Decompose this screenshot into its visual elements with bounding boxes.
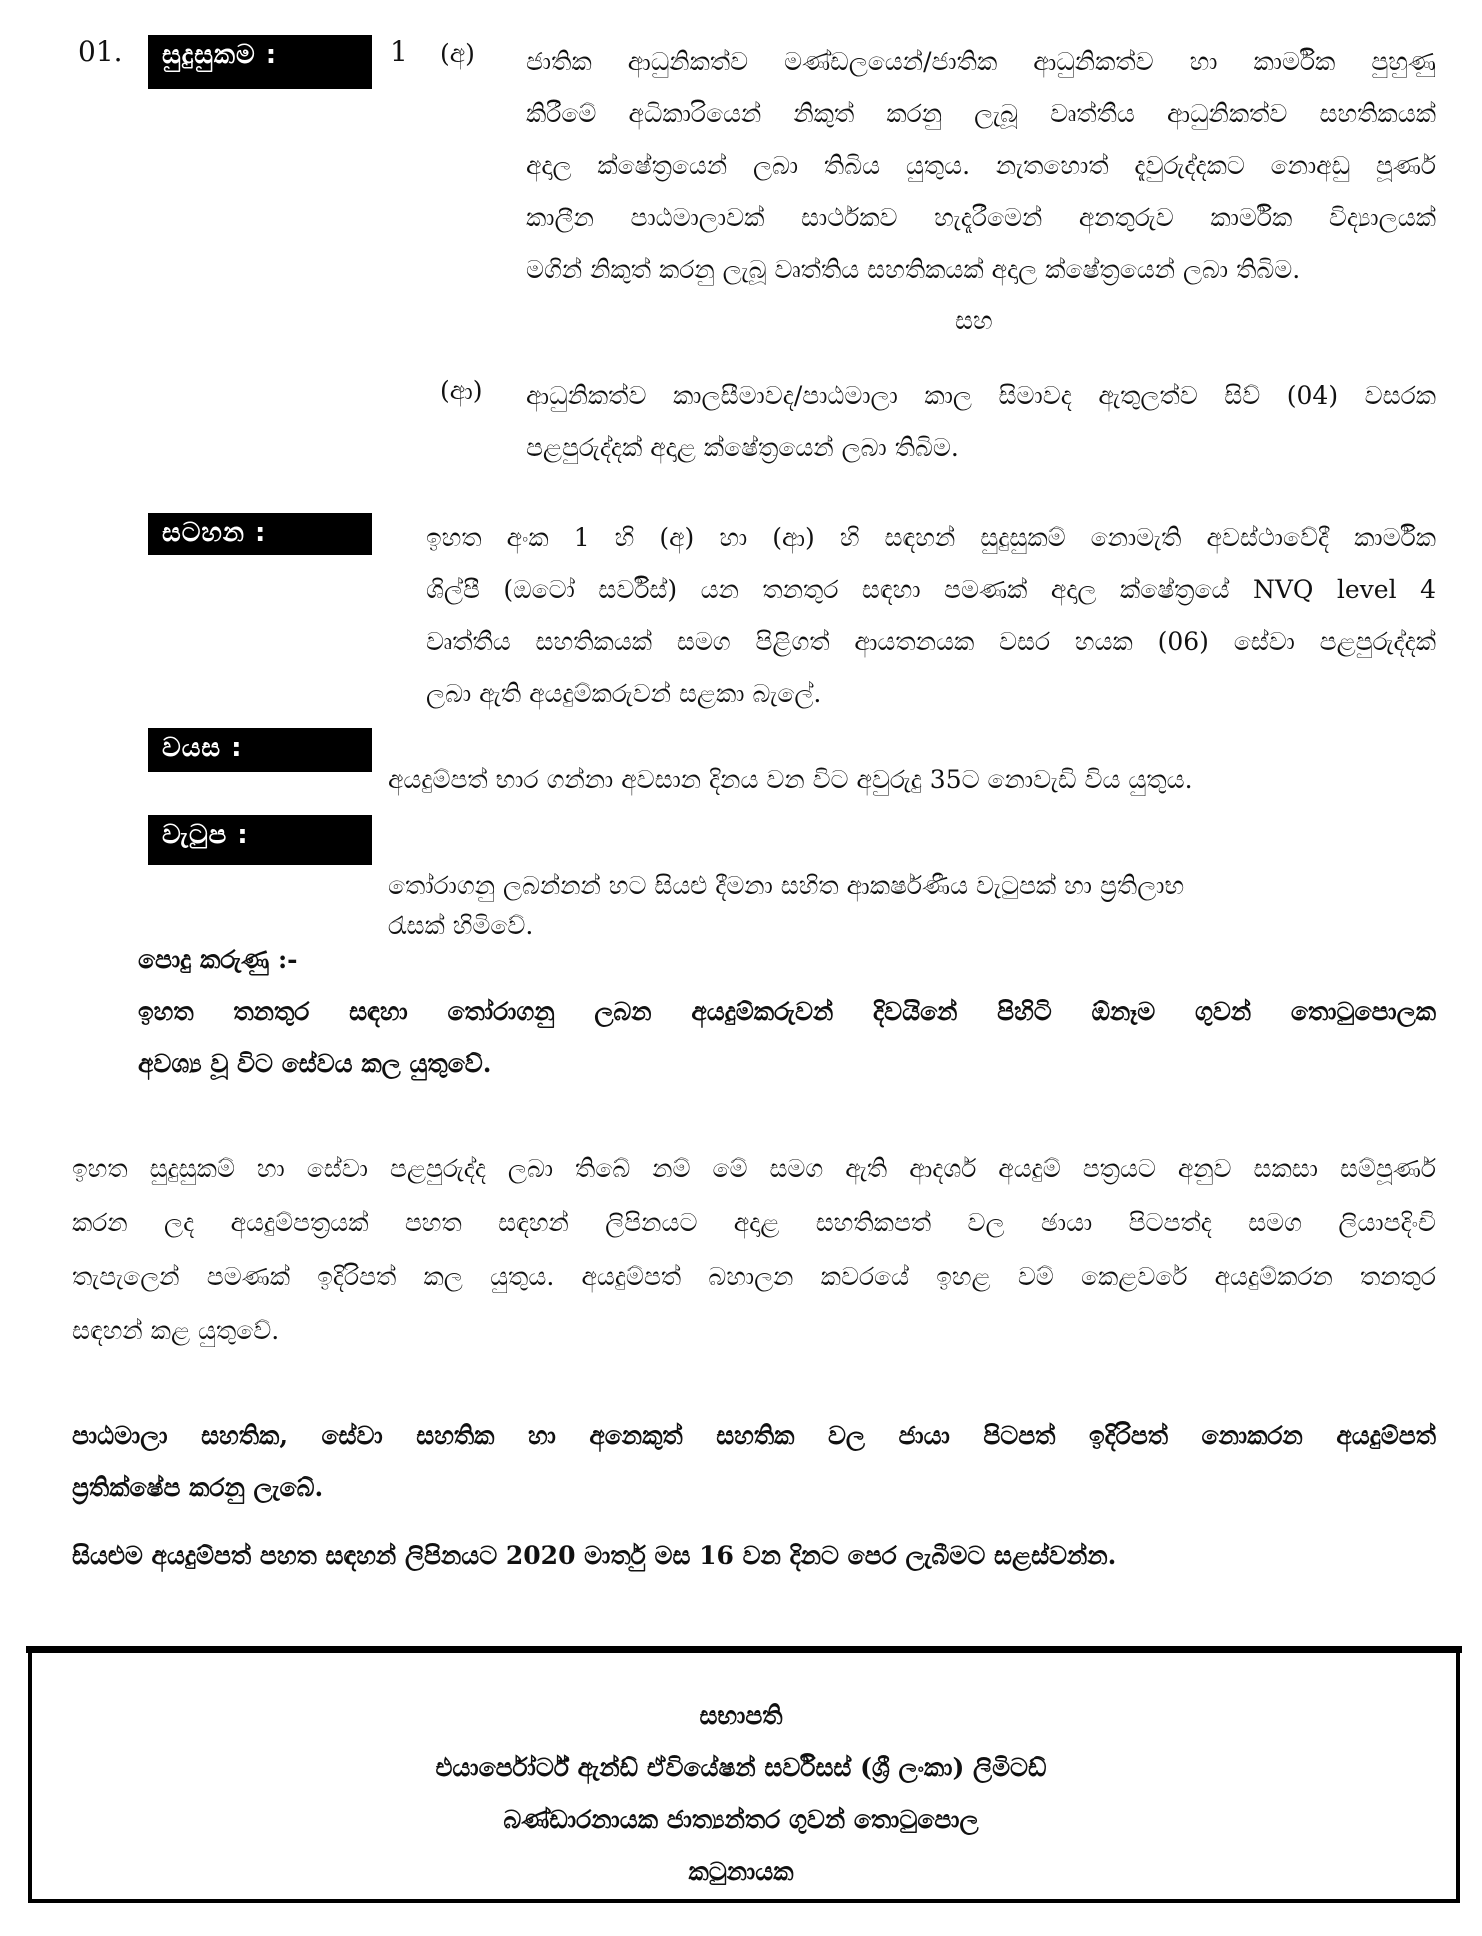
deadline-text: සියළුම අයදුම්පත් පහත සඳහන් ලිපිනයට 2020 මාර්තු මස 16 වන දිනට පෙර ලැබීමට සළස්වන්න. [72, 1541, 1117, 1570]
age-text: අයදුම්පත් භාර ගන්නා අවසාන දිනය වන විට අවුරුදු 35ට නොවැඩි විය යුතුය. [388, 765, 1193, 794]
item-number: 1 [390, 35, 408, 68]
qual-a-line: මගින් නිකුත් කරනු ලැබූ වෘත්තිය සහතිකයක් අදාල ක්ෂේත්‍රයෙන් ලබා තිබිම. [526, 255, 1301, 284]
footer-address [0, 1690, 1482, 1898]
footer-line: එයාර්පෝර්ට් ඇන්ඩ් ඒවියේෂන් සර්විසස් (ශ්‍රී ලංකා) ලිමිටඩ් [435, 1753, 1047, 1782]
general-line: අවශ්‍ය වූ විට සේවය කල යුතුවේ. [138, 1049, 492, 1078]
footer-line: සභාපති [699, 1701, 783, 1730]
salary-line: රැසක් හිමිවේ. [388, 911, 534, 940]
rejection-line: ප්‍රතික්ෂේප කරනු ලැබේ. [72, 1473, 324, 1502]
instruction-line: ඉහත සුදුසුකම් හා සේවා පළපුරුද්ද ලබා තිබේ නම් මේ සමග ඇති ආදර්ශ අයදුම් පත්‍රයට අනුව සකසා සම්පූර්ණ [72, 1154, 1436, 1183]
qual-a-line: කිරීමේ අධිකාරියෙන් නිකුත් කරනු ලැබූ වෘත්තීය ආධුනිකත්ව සහතිකයක් [526, 99, 1436, 128]
note-label: සටහන : [148, 513, 372, 555]
footer-line: බණ්ඩාරනායක ජාත්‍යන්තර ගුවන් තොටුපොල [503, 1805, 979, 1834]
marker-aa: (ආ) [440, 376, 483, 405]
note-line: ලබා ඇති අයදුම්කරුවන් සළකා බැලේ. [426, 679, 822, 708]
note-text [426, 512, 1436, 720]
footer-line: කටුනායක [688, 1857, 794, 1886]
qual-a-line: ජාතික ආධුනිකත්ව මණ්ඩලයෙන්/ජාතික ආධුනිකත්ව හා කාර්මික පුහුණු [526, 47, 1436, 76]
section-number: 01. [78, 35, 123, 68]
qual-aa-line: පළපුරුද්දක් අදාළ ක්ෂේත්‍රයෙන් ලබා තිබිම. [526, 433, 959, 462]
qual-a-line: අදාල ක්ෂේත්‍රයෙන් ලබා තිබිය යුතුය. නැතහොත් දැවුරුද්දකට නොඅඩු පූර්ණ [526, 151, 1436, 180]
salary-line: තෝරාගනු ලබන්නන් හට සියළු දීමනා සහිත ආකර්ෂණීය වැටුපක් හා ප්‍රතිලාභ [388, 871, 1185, 900]
instruction-line: කරන ලද අයදුම්පත්‍රයක් පහත සඳහන් ලිපිනයට අදාළ සහතිකපත් වල ඡායා පිටපත්ද සමග ලියාපදිංචි [72, 1208, 1436, 1237]
note-line: වෘත්තීය සහතිකයක් සමග පිළිගත් ආයතනයක වසර හයක (06) සේවා පළපුරුද්දක් [426, 627, 1436, 656]
qualification-label: සුදුසුකම : [148, 35, 372, 89]
qualification-a-text [526, 36, 1436, 296]
age-label: වයස : [148, 728, 372, 772]
note-line: ඉහත අංක 1 හි (අ) හා (ආ) හි සඳහන් සුදුසුකම් නොමැති අවස්ථාවේදී කාර්මික [426, 523, 1436, 552]
qualification-aa-text [526, 370, 1436, 474]
rejection-text [72, 1410, 1436, 1514]
qual-aa-line: ආධුනිකත්ව කාලසීමාවද/පාඨමාලා කාල සිමාවද ඇතුලත්ව සිව් (04) වසරක [526, 381, 1436, 410]
instruction-line: සඳහන් කළ යුතුවේ. [72, 1316, 280, 1345]
salary-label: වැටුප : [148, 815, 372, 865]
qual-a-line: කාලීන පාඨමාලාවක් සාර්ථකව හැදෑරීමෙන් අනතුරුව කාර්මික විද්‍යාලයක් [526, 203, 1436, 232]
instructions-text [72, 1142, 1436, 1358]
frame-bottom-rule [28, 1899, 1460, 1903]
and-word: සහ [955, 306, 993, 335]
marker-a: (අ) [440, 39, 475, 68]
instruction-line: තැපැලෙන් පමණක් ඉදිරිපත් කල යුතුය. අයදුම්පත් බහාලන කවරයේ ඉහළ වම් කෙළවරේ අයදුම්කරන තනතුර [72, 1262, 1436, 1291]
note-line: ශිල්පී (ඔටෝ සර්විස්) යන තනතුර සඳහා පමණක් අදාල ක්ෂේත්‍රයේ NVQ level 4 [426, 575, 1436, 604]
rejection-line: පාඨමාලා සහතික, සේවා සහතික හා අනෙකුත් සහතික වල ජායා පිටපත් ඉදිරිපත් නොකරන අයදුම්පත් [72, 1421, 1436, 1450]
general-text [138, 986, 1436, 1090]
salary-text [388, 866, 1388, 946]
divider-rule-thick [26, 1646, 1462, 1653]
general-line: ඉහත තනතුර සඳහා තෝරාගනු ලබන අයදුම්කරුවන් දිවයිනේ පිහිටි ඕනෑම ගුවන් තොටුපොලක [138, 997, 1436, 1026]
general-title: පොදු කරුණු :- [138, 945, 298, 974]
